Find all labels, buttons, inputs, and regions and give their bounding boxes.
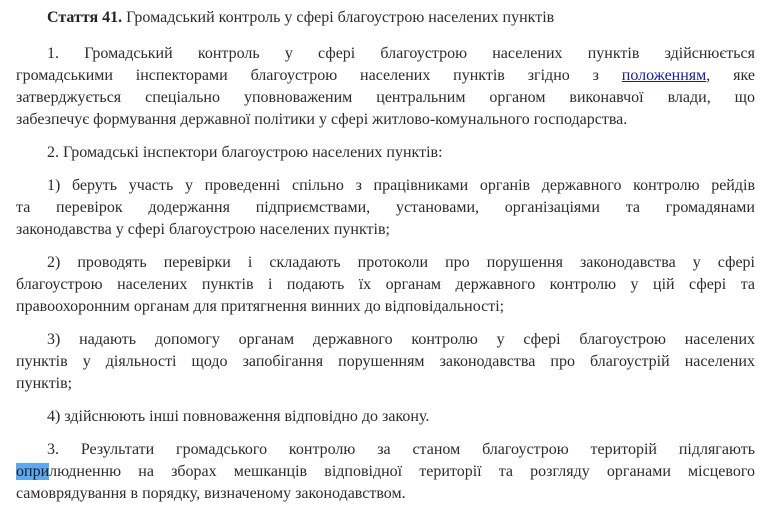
- paragraph-3-line-3: самоврядування в порядку, визначеному законодавством.: [16, 485, 406, 502]
- list-item-2-line-3: правоохоронним органам для притягнення винних до відповідальності;: [16, 298, 505, 315]
- list-item-1: [16, 175, 755, 241]
- list-item-2-line-1: 2) проводять перевірки і складають протоколи про порушення законодавства у сфері: [47, 254, 755, 271]
- list-item-3-line-1: 3) надають допомогу органам державного контролю у сфері благоустрою населених: [47, 331, 755, 348]
- paragraph-1-line-3: затверджується спеціально уповноваженим центральним органом виконавчої влади, що: [16, 89, 755, 106]
- list-item-4-line-1: 4) здійснюють інші повноваження відповідно до закону.: [47, 408, 430, 425]
- article-heading: Громадський контроль у сфері благоустрою населених пунктів: [126, 9, 555, 26]
- paragraph-3-line-2-text: людненню на зборах мешканців відповідної території та розгляду органами місцевого: [49, 463, 755, 480]
- paragraph-1: [16, 43, 755, 131]
- list-item-3: [16, 329, 755, 395]
- regulation-link[interactable]: положенням: [621, 67, 707, 84]
- paragraph-2: [16, 142, 755, 164]
- document-page: [0, 7, 765, 502]
- paragraph-1-line-2: [16, 65, 755, 87]
- list-item-1-line-3: законодавства у сфері благоустрою населених пунктів;: [16, 221, 390, 238]
- list-item-3-line-3: пунктів;: [16, 375, 73, 392]
- list-item-1-line-2: та перевірок додержання підприємствами, установами, організаціями та громадянами: [16, 199, 755, 216]
- paragraph-2-line-1: 2. Громадські інспектори благоустрою населених пунктів:: [47, 144, 443, 161]
- paragraph-1-line-4: забезпечує формування державної політики у сфері житлово-комунального господарства.: [16, 111, 628, 128]
- list-item-4: [16, 406, 755, 428]
- paragraph-3-line-1: 3. Результати громадського контролю за станом благоустрою територій підлягають: [47, 441, 755, 458]
- list-item-1-line-1: 1) беруть участь у проведенні спільно з працівниками органів державного контролю рейдів: [47, 177, 755, 194]
- paragraph-1-line-1: 1. Громадський контроль у сфері благоустрою населених пунктів здійснюється: [47, 45, 755, 62]
- text-selection-highlight[interactable]: опри: [16, 463, 50, 480]
- paragraph-1-line-2-tail: , яке: [706, 67, 755, 84]
- article-number: Стаття 41.: [47, 9, 123, 26]
- list-item-3-line-2: пунктів у діяльності щодо запобігання порушенням законодавства про благоустрій населених: [16, 353, 755, 370]
- paragraph-3-line-2: [16, 461, 755, 483]
- article-title: [16, 7, 755, 29]
- paragraph-3: [16, 439, 755, 505]
- list-item-2: [16, 252, 755, 318]
- paragraph-1-line-2-text: громадськими інспекторами благоустрою населених пунктів згідно з: [16, 67, 599, 84]
- list-item-2-line-2: благоустрою населених пунктів і подають їх органам державного контролю у цій сфері та: [16, 276, 755, 293]
